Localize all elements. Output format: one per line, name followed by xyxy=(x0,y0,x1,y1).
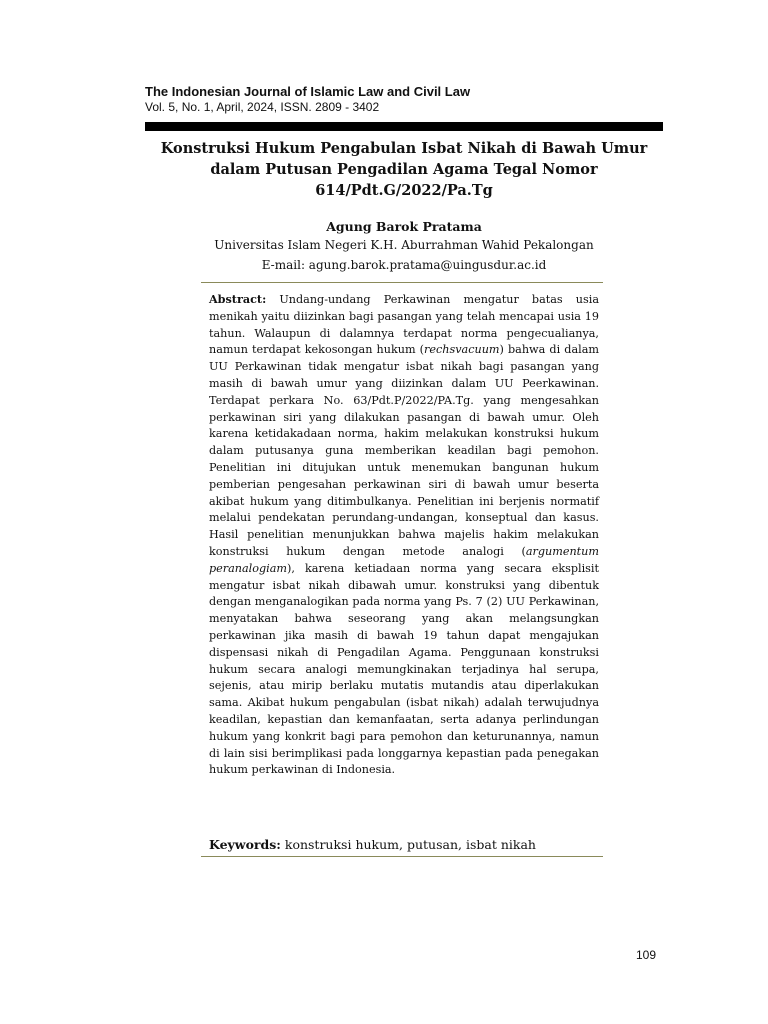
keywords-value: konstruksi hukum, putusan, isbat nikah xyxy=(280,837,536,852)
journal-volume-info: Vol. 5, No. 1, April, 2024, ISSN. 2809 - 3402 xyxy=(145,100,380,114)
abstract-text-part2: ) bahwa di dalam UU Perkawinan tidak mengatur isbat nikah bagi pasangan yang masih di bawah umur yang diizinkan dalam UU Peerkawinan. Terdapat perkara No. 63/Pdt.P/2022/PA.Tg. yang mengesahkan perkawinan siri yang dilakukan pasangan di bawah umur. Oleh karena ketidakadaan norma, hakim melakukan konstruksi hukum dalam putusanya guna memberikan keadilan bagi pemohon. Penelitian ini ditujukan untuk menemukan bangunan hukum pemberian pengesahan perkawinan siri di bawah umur beserta akibat hukum yang ditimbulkanya. Penelitian ini berjenis normatif melalui pendekatan perundang-undangan, konseptual dan kasus. Hasil penelitian menunjukkan bahwa majelis hakim melakukan konstruksi hukum dengan metode analogi ( xyxy=(209,343,599,558)
abstract-text-part3: ), karena ketiadaan norma yang secara eksplisit mengatur isbat nikah dibawah umur. konstruksi yang dibentuk dengan menganalogikan pada norma yang Ps. 7 (2) UU Perkawinan, menyatakan bahwa seseorang yang akan melangsungkan perkawinan jika masih di bawah 19 tahun dapat mengajukan dispensasi nikah di Pengadilan Agama. Penggunaan konstruksi hukum secara analogi memungkinakan terjadinya hal serupa, sejenis, atau mirip berlaku mutatis mutandis atau diperlakukan sama. Akibat hukum pengabulan (isbat nikah) adalah terwujudnya keadilan, kepastian dan kemanfaatan, serta adanya perlindungan hukum yang konkrit bagi para pemohon dan keturunannya, namun di lain sisi berimplikasi pada longgarnya kepastian pada penegakan hukum perkawinan di Indonesia. xyxy=(209,561,599,777)
abstract-section xyxy=(201,282,603,857)
journal-title: The Indonesian Journal of Islamic Law and Civil Law xyxy=(145,84,471,99)
author-name: Agung Barok Pratama xyxy=(326,219,482,234)
abstract-italic-term-1: rechsvacuum xyxy=(424,343,500,357)
article-title: Konstruksi Hukum Pengabulan Isbat Nikah di Bawah Umur dalam Putusan Pengadilan Agama Tegal Nomor 614/Pdt.G/2022/Pa.Tg xyxy=(160,140,648,199)
page-number: 109 xyxy=(636,948,657,962)
author-affiliation: Universitas Islam Negeri K.H. Aburrahman Wahid Pekalongan xyxy=(214,238,594,252)
abstract-italic-term-2: argumentum peranalogiam xyxy=(209,544,599,575)
abstract-body xyxy=(209,291,599,779)
abstract-label: Abstract: xyxy=(209,292,267,306)
header-divider-bar xyxy=(145,122,663,131)
author-email: E-mail: agung.barok.pratama@uingusdur.ac.id xyxy=(261,258,547,272)
abstract-text-part1: Undang-undang Perkawinan mengatur batas usia menikah yaitu diizinkan bagi pasangan yang telah mencapai usia 19 tahun. Walaupun di dalamnya terdapat norma pengecualianya, namun terdapat kekosongan hukum ( xyxy=(209,293,599,357)
keywords-line xyxy=(209,837,599,852)
keywords-label: Keywords: xyxy=(209,837,281,852)
